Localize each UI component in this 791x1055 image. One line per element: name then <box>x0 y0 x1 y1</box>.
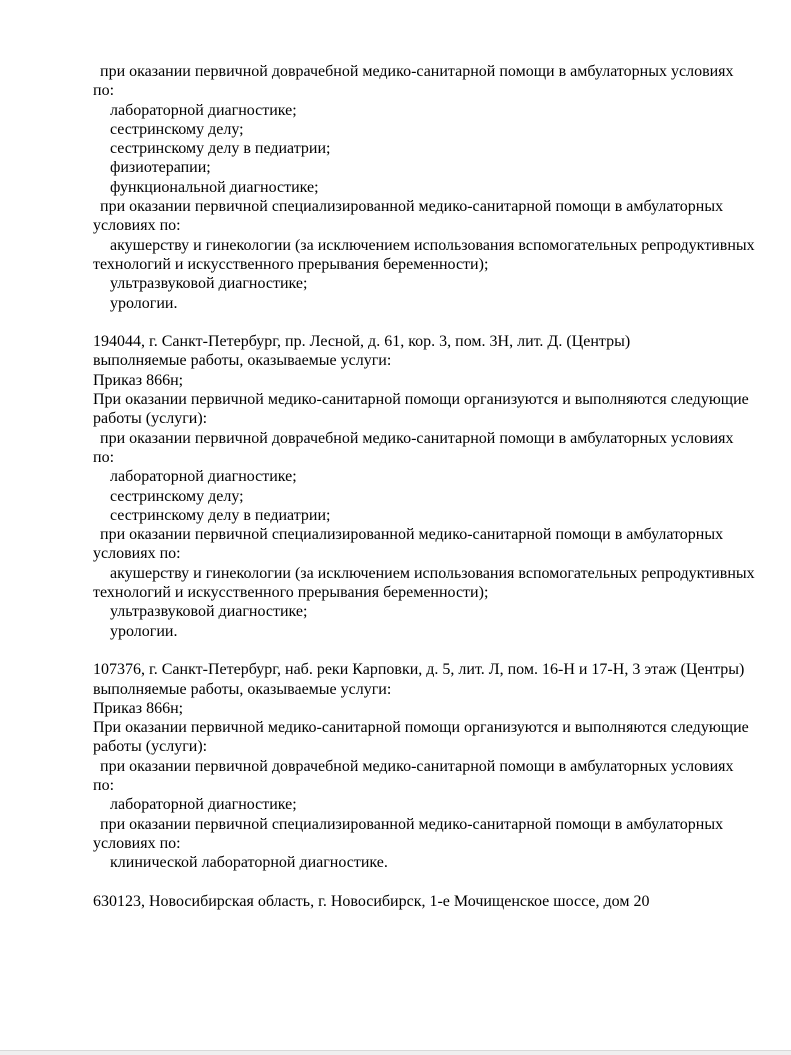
horizontal-scrollbar-track[interactable] <box>0 1050 791 1055</box>
text-line: При оказании первичной медико-санитарной помощи организуются и выполняются следующие <box>93 391 749 409</box>
text-line: при оказании первичной доврачебной медико-санитарной помощи в амбулаторных условиях <box>100 757 734 775</box>
text-line: работы (услуги): <box>93 410 208 428</box>
text-line: При оказании первичной медико-санитарной помощи организуются и выполняются следующие <box>93 719 749 737</box>
text-line: клинической лабораторной диагностике. <box>110 854 388 872</box>
text-line: урологии. <box>110 294 178 312</box>
text-line: условиях по: <box>93 545 181 563</box>
text-line: выполняемые работы, оказываемые услуги: <box>93 352 392 370</box>
text-line: Приказ 866н; <box>93 699 184 717</box>
text-line: выполняемые работы, оказываемые услуги: <box>93 680 392 698</box>
text-line: лабораторной диагностике; <box>110 796 297 814</box>
text-line: при оказании первичной специализированной медико-санитарной помощи в амбулаторных <box>100 815 724 833</box>
text-line: при оказании первичной доврачебной медико-санитарной помощи в амбулаторных условиях <box>100 429 734 447</box>
document-section-address-novosibirsk <box>93 892 751 911</box>
document-section-address-karpovki-5 <box>93 660 751 872</box>
text-line: урологии. <box>110 622 178 640</box>
text-line: работы (услуги): <box>93 738 208 756</box>
text-line: Приказ 866н; <box>93 371 184 389</box>
text-line: лабораторной диагностике; <box>110 101 297 119</box>
text-line: при оказании первичной специализированной медико-санитарной помощи в амбулаторных <box>100 198 724 216</box>
text-line: сестринскому делу; <box>110 487 244 505</box>
text-line: лабораторной диагностике; <box>110 468 297 486</box>
text-line: условиях по: <box>93 217 181 235</box>
text-line: сестринскому делу в педиатрии; <box>110 140 331 158</box>
text-line: 630123, Новосибирская область, г. Новосибирск, 1-е Мочищенское шоссе, дом 20 <box>93 892 650 910</box>
text-line: по: <box>93 776 115 794</box>
text-line: при оказании первичной доврачебной медико-санитарной помощи в амбулаторных условиях <box>100 63 734 80</box>
text-line: по: <box>93 448 115 466</box>
text-line: при оказании первичной специализированной медико-санитарной помощи в амбулаторных <box>100 526 724 544</box>
text-line: ультразвуковой диагностике; <box>110 275 308 293</box>
text-line: 194044, г. Санкт-Петербург, пр. Лесной, д. 61, кор. 3, пом. 3Н, лит. Д. (Центры) <box>93 333 631 351</box>
text-line: акушерству и гинекологии (за исключением использования вспомогательных репродуктивных <box>110 564 755 582</box>
text-line: сестринскому делу; <box>110 120 244 138</box>
text-line: по: <box>93 82 115 100</box>
text-line: 107376, г. Санкт-Петербург, наб. реки Карповки, д. 5, лит. Л, пом. 16-Н и 17-Н, 3 этаж (Центры) <box>93 661 745 679</box>
text-line: сестринскому делу в педиатрии; <box>110 506 331 524</box>
document-section-address-lesnoy-61 <box>93 332 755 641</box>
text-line: акушерству и гинекологии (за исключением использования вспомогательных репродуктивных <box>110 236 755 254</box>
document-section-license-works-continuation <box>93 62 755 313</box>
text-line: физиотерапии; <box>110 159 211 177</box>
text-line: условиях по: <box>93 834 181 852</box>
text-line: ультразвуковой диагностике; <box>110 603 308 621</box>
text-line: функциональной диагностике; <box>110 178 319 196</box>
text-line: технологий и искусственного прерывания беременности); <box>93 584 489 602</box>
text-line: технологий и искусственного прерывания беременности); <box>93 255 489 273</box>
